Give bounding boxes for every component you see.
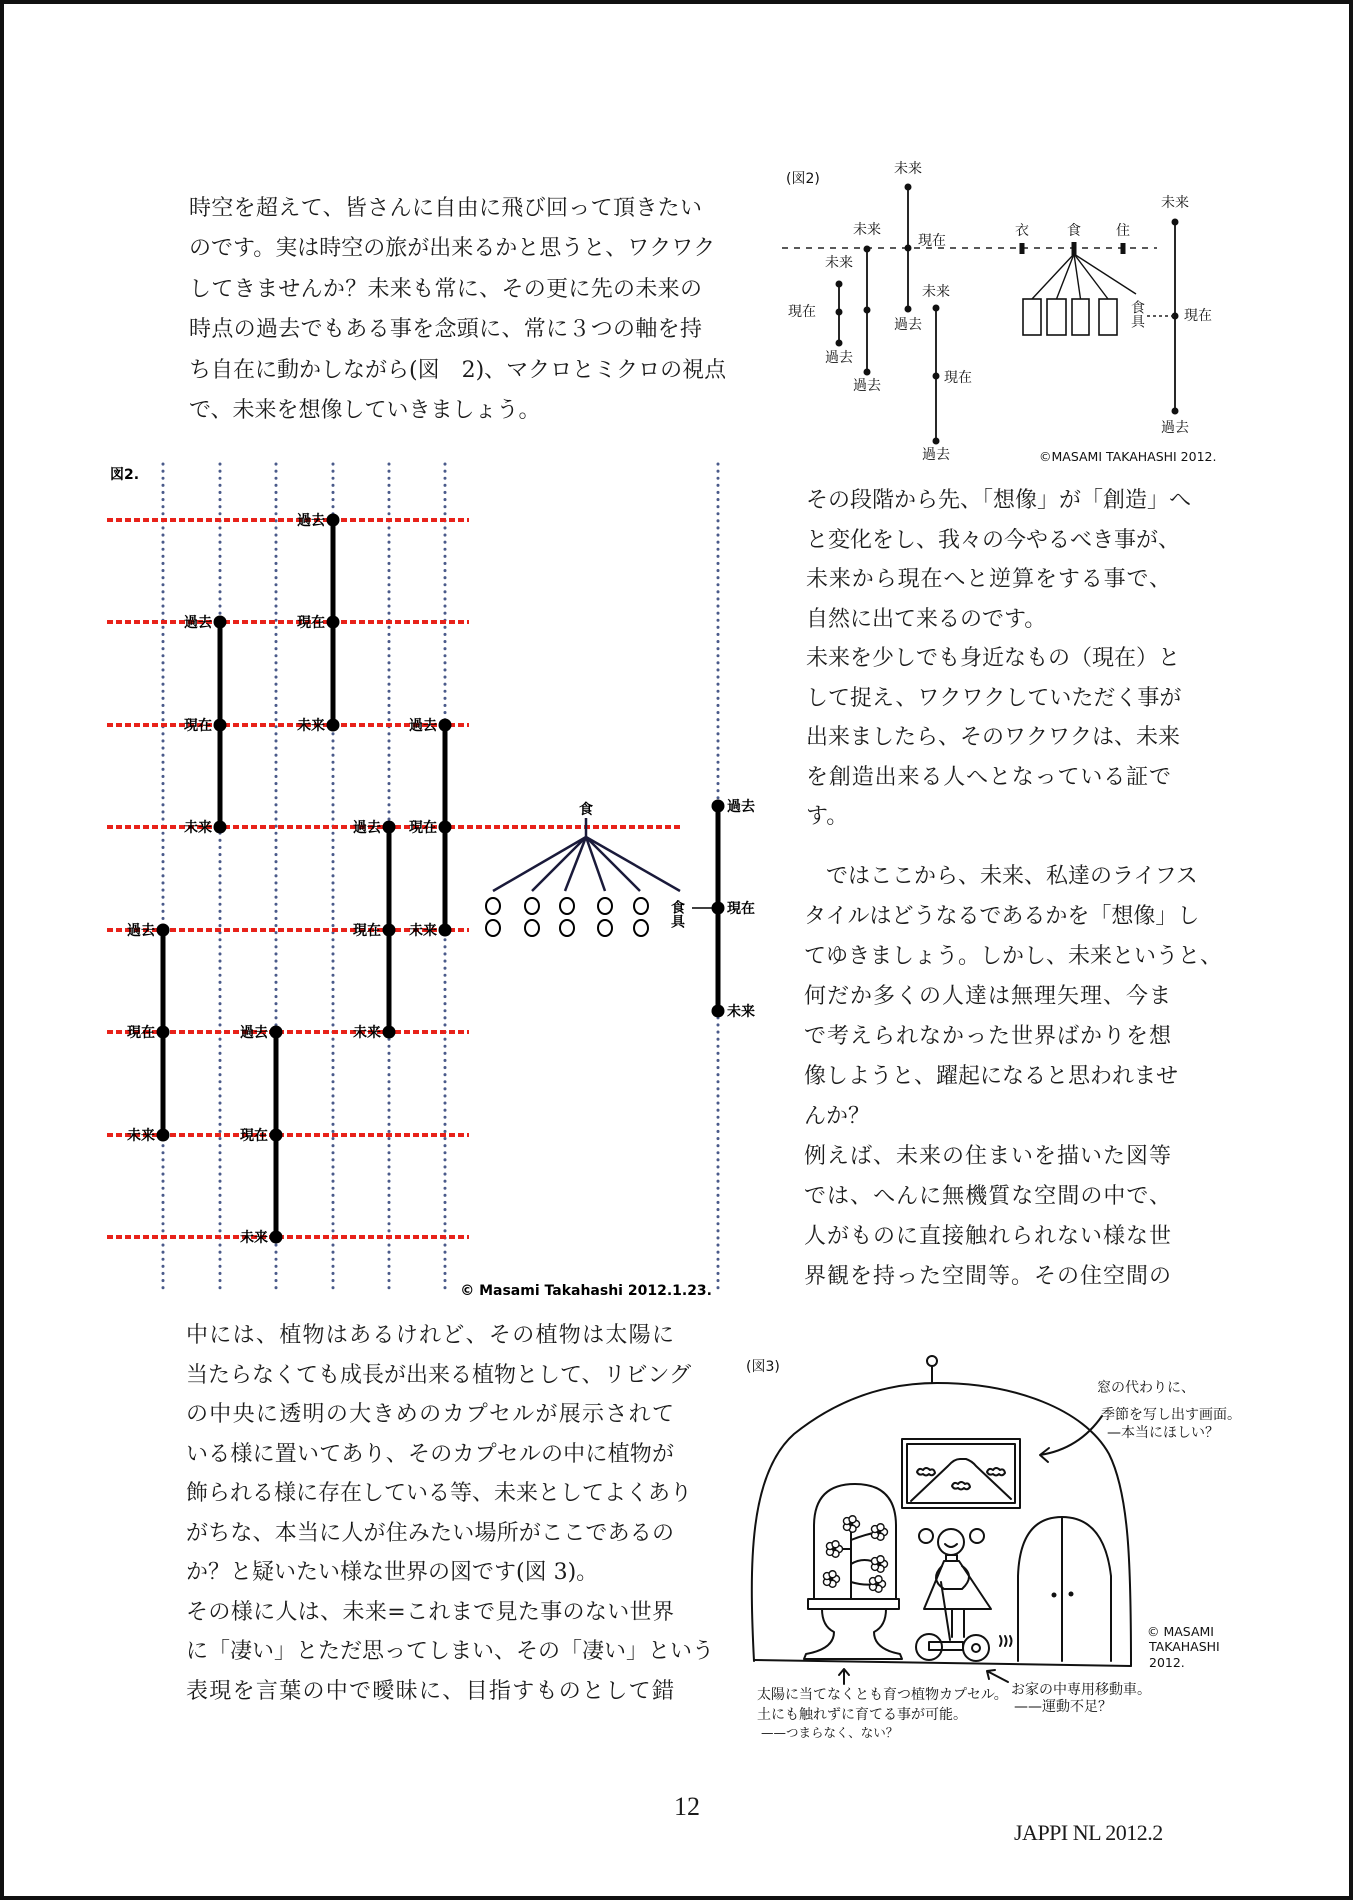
time-point-label-present: 現在 [727, 901, 755, 917]
sketch-tableware-label: 食具 [1129, 300, 1145, 328]
tableware-box [1099, 299, 1117, 335]
time-point [327, 616, 340, 629]
tableware-circle [525, 898, 539, 914]
food-label: 食 [579, 802, 593, 818]
flower [869, 1576, 885, 1593]
time-point-label-future: 未来 [240, 1230, 268, 1246]
text-line: がちな、本当に人が住みたい場所がここであるの [186, 1520, 674, 1546]
tableware-branch [1032, 254, 1074, 299]
sketch-time-point [905, 245, 912, 252]
text-line: タイルはどうなるであるかを「想像」し [804, 904, 1200, 929]
figure2-grid-copyright: © Masami Takahashi 2012.1.23. [460, 1283, 712, 1299]
petal [829, 1571, 836, 1578]
text-line: す。 [806, 804, 849, 829]
time-point [439, 719, 452, 732]
tableware-circle [525, 920, 539, 936]
sketch-time-point [933, 305, 940, 312]
petal [877, 1524, 884, 1531]
sketch-time-point [864, 246, 871, 253]
time-point-label-future: 未来 [409, 923, 437, 939]
category-tick [1020, 243, 1025, 254]
sketch-present-label: 現在 [1184, 308, 1212, 324]
text-line: では、へんに無機質な空間の中で、 [804, 1184, 1171, 1209]
text-line: 例えば、未来の住まいを描いた図等 [804, 1144, 1171, 1169]
note-screen-line2: 季節を写し出す画面。 [1101, 1407, 1241, 1423]
time-point [214, 616, 227, 629]
category-label: 衣 [1015, 223, 1029, 239]
sketch-present-label: 現在 [788, 304, 816, 320]
time-point [383, 821, 396, 834]
time-point [712, 800, 725, 813]
text-line: 未来を少しでも身近なもの（現在）と [806, 646, 1181, 671]
time-point [214, 821, 227, 834]
flower-center [850, 1523, 853, 1526]
flower-center [830, 1578, 833, 1581]
sketch-time-point [836, 340, 843, 347]
sketch-present-label: 現在 [944, 370, 972, 386]
sketch-time-point [933, 438, 940, 445]
tableware-box [1072, 299, 1089, 335]
time-point [214, 719, 227, 732]
tableware-box [1047, 299, 1066, 335]
note-screen-line1: 窓の代わりに、 [1097, 1380, 1195, 1396]
text-line: を創造出来る人へとなっている証で [806, 764, 1171, 790]
flower-center [878, 1531, 881, 1534]
category-label: 住 [1116, 223, 1130, 239]
sketch-time-point [836, 281, 843, 288]
time-point [270, 1231, 283, 1244]
tableware-box [1023, 299, 1041, 335]
sketch-time-point [905, 306, 912, 313]
text-line: 未来から現在へと逆算をする事で、 [806, 567, 1171, 592]
text-line: てゆきましょう。しかし、未来というと、 [804, 944, 1223, 969]
publication-footer: JAPPI NL 2012.2 [1014, 1820, 1163, 1845]
flower-center [833, 1548, 836, 1551]
sketch-time-point [1172, 219, 1179, 226]
text-line: に「凄い」とただ思ってしまい、その「凄い」という [186, 1639, 715, 1664]
time-point [383, 1026, 396, 1039]
text-line: 像しようと、躍起になると思われませ [804, 1064, 1179, 1089]
flower [826, 1541, 842, 1558]
time-point-label-future: 未来 [127, 1128, 155, 1144]
figures [4, 4, 1353, 1900]
figure2-grid-diagram [107, 464, 755, 1299]
time-point [383, 924, 396, 937]
time-point-label-present: 現在 [127, 1025, 155, 1041]
text-line: 時点の過去でもある事を念頭に、常に３つの軸を持 [189, 317, 702, 343]
text-line: 出来ましたら、そのワクワクは、未来 [806, 725, 1181, 750]
sketch-future-label: 未来 [825, 255, 853, 271]
time-point-label-present: 現在 [240, 1128, 268, 1144]
page-number: 12 [674, 1792, 700, 1821]
sketch-future-label: 未来 [853, 222, 881, 238]
text-line: 中には、植物はあるけれど、その植物は太陽に [186, 1323, 674, 1348]
time-point-label-past: 過去 [727, 799, 755, 815]
tableware-circle [634, 898, 648, 914]
time-point [439, 924, 452, 937]
text-line: で考えられなかった世界ばかりを想 [804, 1024, 1171, 1049]
figure3-copyright-line2: TAKAHASHI [1149, 1639, 1220, 1654]
time-point [270, 1129, 283, 1142]
text-line: んか？ [804, 1104, 871, 1129]
sketch-past-label: 過去 [1161, 420, 1189, 436]
sketch-present-label: 現在 [918, 233, 946, 249]
text-line: いる様に置いてあり、そのカプセルの中に植物が [186, 1441, 674, 1467]
text-line: 自然に出て来るのです。 [806, 606, 1047, 632]
note-capsule-line2: 土にも触れずに育てる事が可能。 [757, 1707, 967, 1723]
tableware-label: 食具 [669, 900, 685, 928]
time-point [157, 1129, 170, 1142]
time-point-label-future: 未来 [184, 820, 212, 836]
sketch-time-point [836, 309, 843, 316]
time-point [712, 1005, 725, 1018]
text-line: その段階から先、「想像」が「創造」へ [806, 488, 1192, 513]
figure3-copyright-line3: 2012. [1149, 1655, 1185, 1670]
season-screen [902, 1439, 1020, 1508]
sketch-time-point [864, 307, 871, 314]
flower [823, 1571, 839, 1588]
tableware-circle [560, 898, 574, 914]
time-point-label-past: 過去 [409, 718, 437, 734]
figure3-copyright-line1: © MASAMI [1147, 1624, 1214, 1639]
tableware-circle [486, 920, 500, 936]
note-capsule-line1: 太陽に当てなくとも育つ植物カプセル。 [757, 1687, 1008, 1703]
time-point-label-past: 過去 [127, 923, 155, 939]
flower [871, 1556, 887, 1573]
text-line: と変化をし、我々の今やるべき事が、 [806, 527, 1181, 553]
time-point-label-present: 現在 [184, 718, 212, 734]
text-line: その様に人は、未来=これまで見た事のない世界 [186, 1599, 674, 1625]
time-point [157, 1026, 170, 1039]
figure3-illustration [746, 1356, 1241, 1740]
time-point-label-present: 現在 [297, 615, 325, 631]
note-screen-line3: —本当にほしい？ [1107, 1425, 1219, 1441]
tableware-circle [598, 920, 612, 936]
figure2-sketch [782, 160, 1216, 464]
time-point-label-future: 未来 [297, 718, 325, 734]
sketch-past-label: 過去 [853, 378, 881, 394]
petal [832, 1541, 839, 1548]
text-line: 飾られる様に存在している等、未来としてよくあり [186, 1481, 693, 1506]
figure2-sketch-title: (図2) [786, 171, 820, 187]
sketch-time-point [864, 369, 871, 376]
sketch-future-label: 未来 [1161, 195, 1189, 211]
category-tick [1072, 242, 1077, 256]
text-line: 何だか多くの人達は無理矢理、今ま [804, 984, 1171, 1009]
note-vehicle-line1: お家の中専用移動車。 [1011, 1682, 1151, 1698]
figure3-title: (図3) [746, 1359, 780, 1375]
text-line: で、未来を想像していきましょう。 [189, 398, 541, 423]
figure2-grid-title: 図2. [110, 467, 140, 483]
category-label: 食 [1067, 223, 1081, 239]
tableware-circle [560, 920, 574, 936]
sketch-time-point [933, 373, 940, 380]
text-line: ではここから、未来、私達のライフス [826, 864, 1198, 889]
note-vehicle-line2: ——運動不足？ [1014, 1699, 1112, 1715]
time-point [439, 821, 452, 834]
text-line: して捉え、ワクワクしていただく事が [806, 685, 1182, 711]
text-line: ち自在に動かしながら(図 2)、マクロとミクロの視点 [189, 357, 727, 383]
sketch-time-point [905, 184, 912, 191]
sketch-past-label: 過去 [922, 447, 950, 463]
petal [877, 1556, 884, 1563]
time-point-label-present: 現在 [353, 923, 381, 939]
time-point-label-present: 現在 [409, 820, 437, 836]
sketch-past-label: 過去 [894, 317, 922, 333]
flower [843, 1516, 859, 1533]
text-line: 界観を持った空間等。その住空間の [804, 1264, 1171, 1289]
time-point [327, 719, 340, 732]
tableware-circle [486, 898, 500, 914]
sketch-future-label: 未来 [922, 284, 950, 300]
time-point-label-past: 過去 [297, 513, 325, 529]
tableware-circle [634, 920, 648, 936]
tableware-circle [598, 898, 612, 914]
petal [875, 1576, 882, 1583]
sketch-past-label: 過去 [825, 350, 853, 366]
figure2-sketch-copyright: ©MASAMI TAKAHASHI 2012. [1039, 449, 1217, 464]
text-line: 人がものに直接触れられない様な世 [804, 1224, 1171, 1249]
flower-center [878, 1563, 881, 1566]
time-point-label-future: 未来 [353, 1025, 381, 1041]
time-point-label-past: 過去 [184, 615, 212, 631]
time-point [270, 1026, 283, 1039]
tableware-branch [1074, 254, 1136, 294]
time-point-label-past: 過去 [353, 820, 381, 836]
note-capsule-line3: ——つまらなく、ない？ [761, 1725, 899, 1740]
time-point [327, 514, 340, 527]
category-tick [1121, 243, 1126, 254]
door [1018, 1517, 1111, 1661]
house-dome [752, 1356, 1131, 1666]
sketch-future-label: 未来 [894, 161, 922, 177]
text-line: してきませんか？未来も常に、その更に先の未来の [189, 276, 702, 302]
flower-center [876, 1583, 879, 1586]
text-line: 表現を言葉の中で曖昧に、目指すものとして錯 [186, 1678, 674, 1704]
text-line: か？と疑いたい様な世界の図です(図 3)。 [186, 1560, 599, 1585]
time-point-label-future: 未来 [727, 1004, 755, 1020]
time-point [157, 924, 170, 937]
text-line: 時空を超えて、皆さんに自由に飛び回って頂きたい [189, 196, 702, 221]
flower [871, 1524, 887, 1541]
girl-on-personal-vehicle [916, 1529, 1012, 1661]
text-line: のです。実は時空の旅が出来るかと思うと、ワクワク [189, 236, 716, 262]
petal [849, 1516, 856, 1523]
sketch-time-point [1172, 408, 1179, 415]
tree-branch [565, 837, 586, 891]
time-point-label-past: 過去 [240, 1025, 268, 1041]
plant-capsule [804, 1484, 902, 1659]
text-line: 当たらなくても成長が出来る植物として、リビング [186, 1362, 692, 1388]
tableware-branch [1057, 254, 1075, 299]
text-line: の中央に透明の大きめのカプセルが展示されて [186, 1402, 674, 1427]
